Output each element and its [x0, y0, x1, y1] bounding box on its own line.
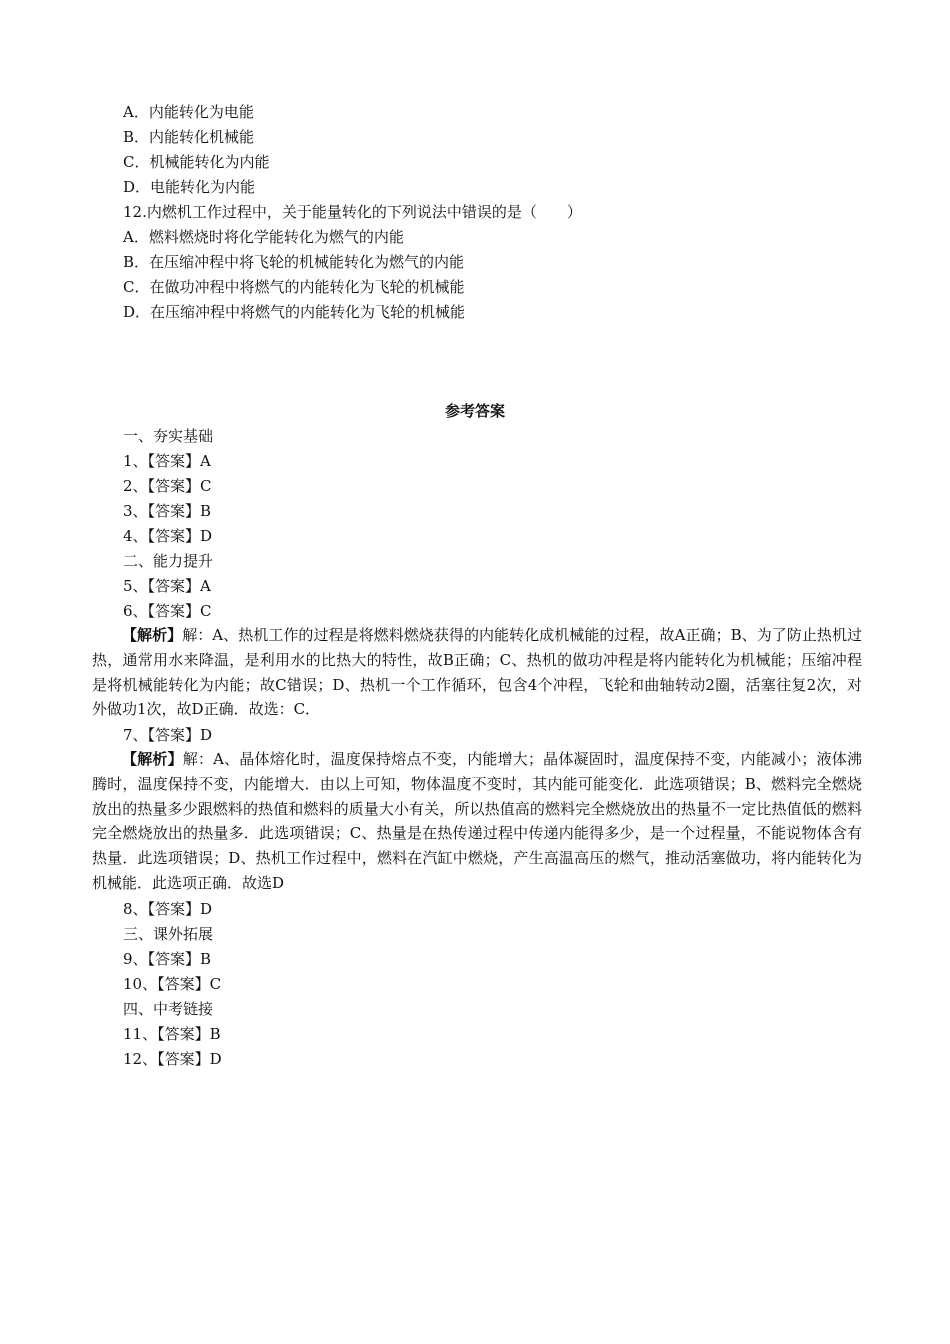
q12-stem: 12.内燃机工作过程中，关于能量转化的下列说法中错误的是（ ）: [123, 203, 582, 221]
analysis-6-text: 解：A、热机工作的过程是将燃料燃烧获得的内能转化成机械能的过程，故A正确；B、为了防止热机过热，通常用水来降温，是利用水的比热大的特性，故B正确；C、热机的做功冲程是将内能转化为机械能；压缩冲程是将机械能转化为内能；故C错误；D、热机一个工作循环，包含4个冲程，飞轮和曲轴转动2圈，活塞往复2次，对外做功1次，故D正确．故选：C．: [92, 626, 862, 719]
answer-3: 3、【答案】B: [123, 502, 212, 520]
answer-8: 8、【答案】D: [123, 900, 213, 918]
answer-4: 4、【答案】D: [123, 527, 213, 545]
section-heading-4: 四、中考链接: [123, 1000, 214, 1018]
q12-option-b: B．在压缩冲程中将飞轮的机械能转化为燃气的内能: [123, 253, 465, 271]
section-heading-2: 二、能力提升: [123, 552, 214, 570]
answer-11: 11、【答案】B: [123, 1025, 221, 1043]
answer-7: 7、【答案】D: [123, 726, 213, 744]
answer-10: 10、【答案】C: [123, 975, 222, 993]
q11-option-b: B．内能转化机械能: [123, 128, 255, 146]
answer-12: 12、【答案】D: [123, 1050, 222, 1068]
answer-2: 2、【答案】C: [123, 477, 212, 495]
section-heading-1: 一、夯实基础: [123, 427, 214, 445]
answer-1: 1、【答案】A: [123, 452, 211, 470]
analysis-6: [92, 623, 862, 722]
q12-option-c: C．在做功冲程中将燃气的内能转化为飞轮的机械能: [123, 278, 465, 296]
analysis-7-text: 解：A、晶体熔化时，温度保持熔点不变，内能增大；晶体凝固时，温度保持不变，内能减小；液体沸腾时，温度保持不变，内能增大．由以上可知，物体温度不变时，其内能可能变化．此选项错误；B、燃料完全燃烧放出的热量多少跟燃料的热值和燃料的质量大小有关，所以热值高的燃料完全燃烧放出的热量不一定比热值低的燃料完全燃烧放出的热量多．此选项错误；C、热量是在热传递过程中传递内能得多少，是一个过程量，不能说物体含有热量．此选项错误；D、热机工作过程中，燃料在汽缸中燃烧，产生高温高压的燃气，推动活塞做功，将内能转化为机械能．此选项正确．故选D: [92, 750, 862, 892]
analysis-label: 【解析】: [122, 750, 183, 768]
answer-9: 9、【答案】B: [123, 950, 212, 968]
q11-option-a: A．内能转化为电能: [123, 103, 254, 121]
answers-title: 参考答案: [444, 402, 505, 420]
analysis-label: 【解析】: [122, 626, 183, 644]
answer-5: 5、【答案】A: [123, 577, 211, 595]
q12-option-d: D．在压缩冲程中将燃气的内能转化为飞轮的机械能: [123, 303, 466, 321]
analysis-7: [92, 747, 862, 896]
answer-6: 6、【答案】C: [123, 602, 212, 620]
q11-option-d: D．电能转化为内能: [123, 178, 256, 196]
section-heading-3: 三、课外拓展: [123, 925, 214, 943]
q11-option-c: C．机械能转化为内能: [123, 153, 270, 171]
q12-option-a: A．燃料燃烧时将化学能转化为燃气的内能: [123, 228, 404, 246]
